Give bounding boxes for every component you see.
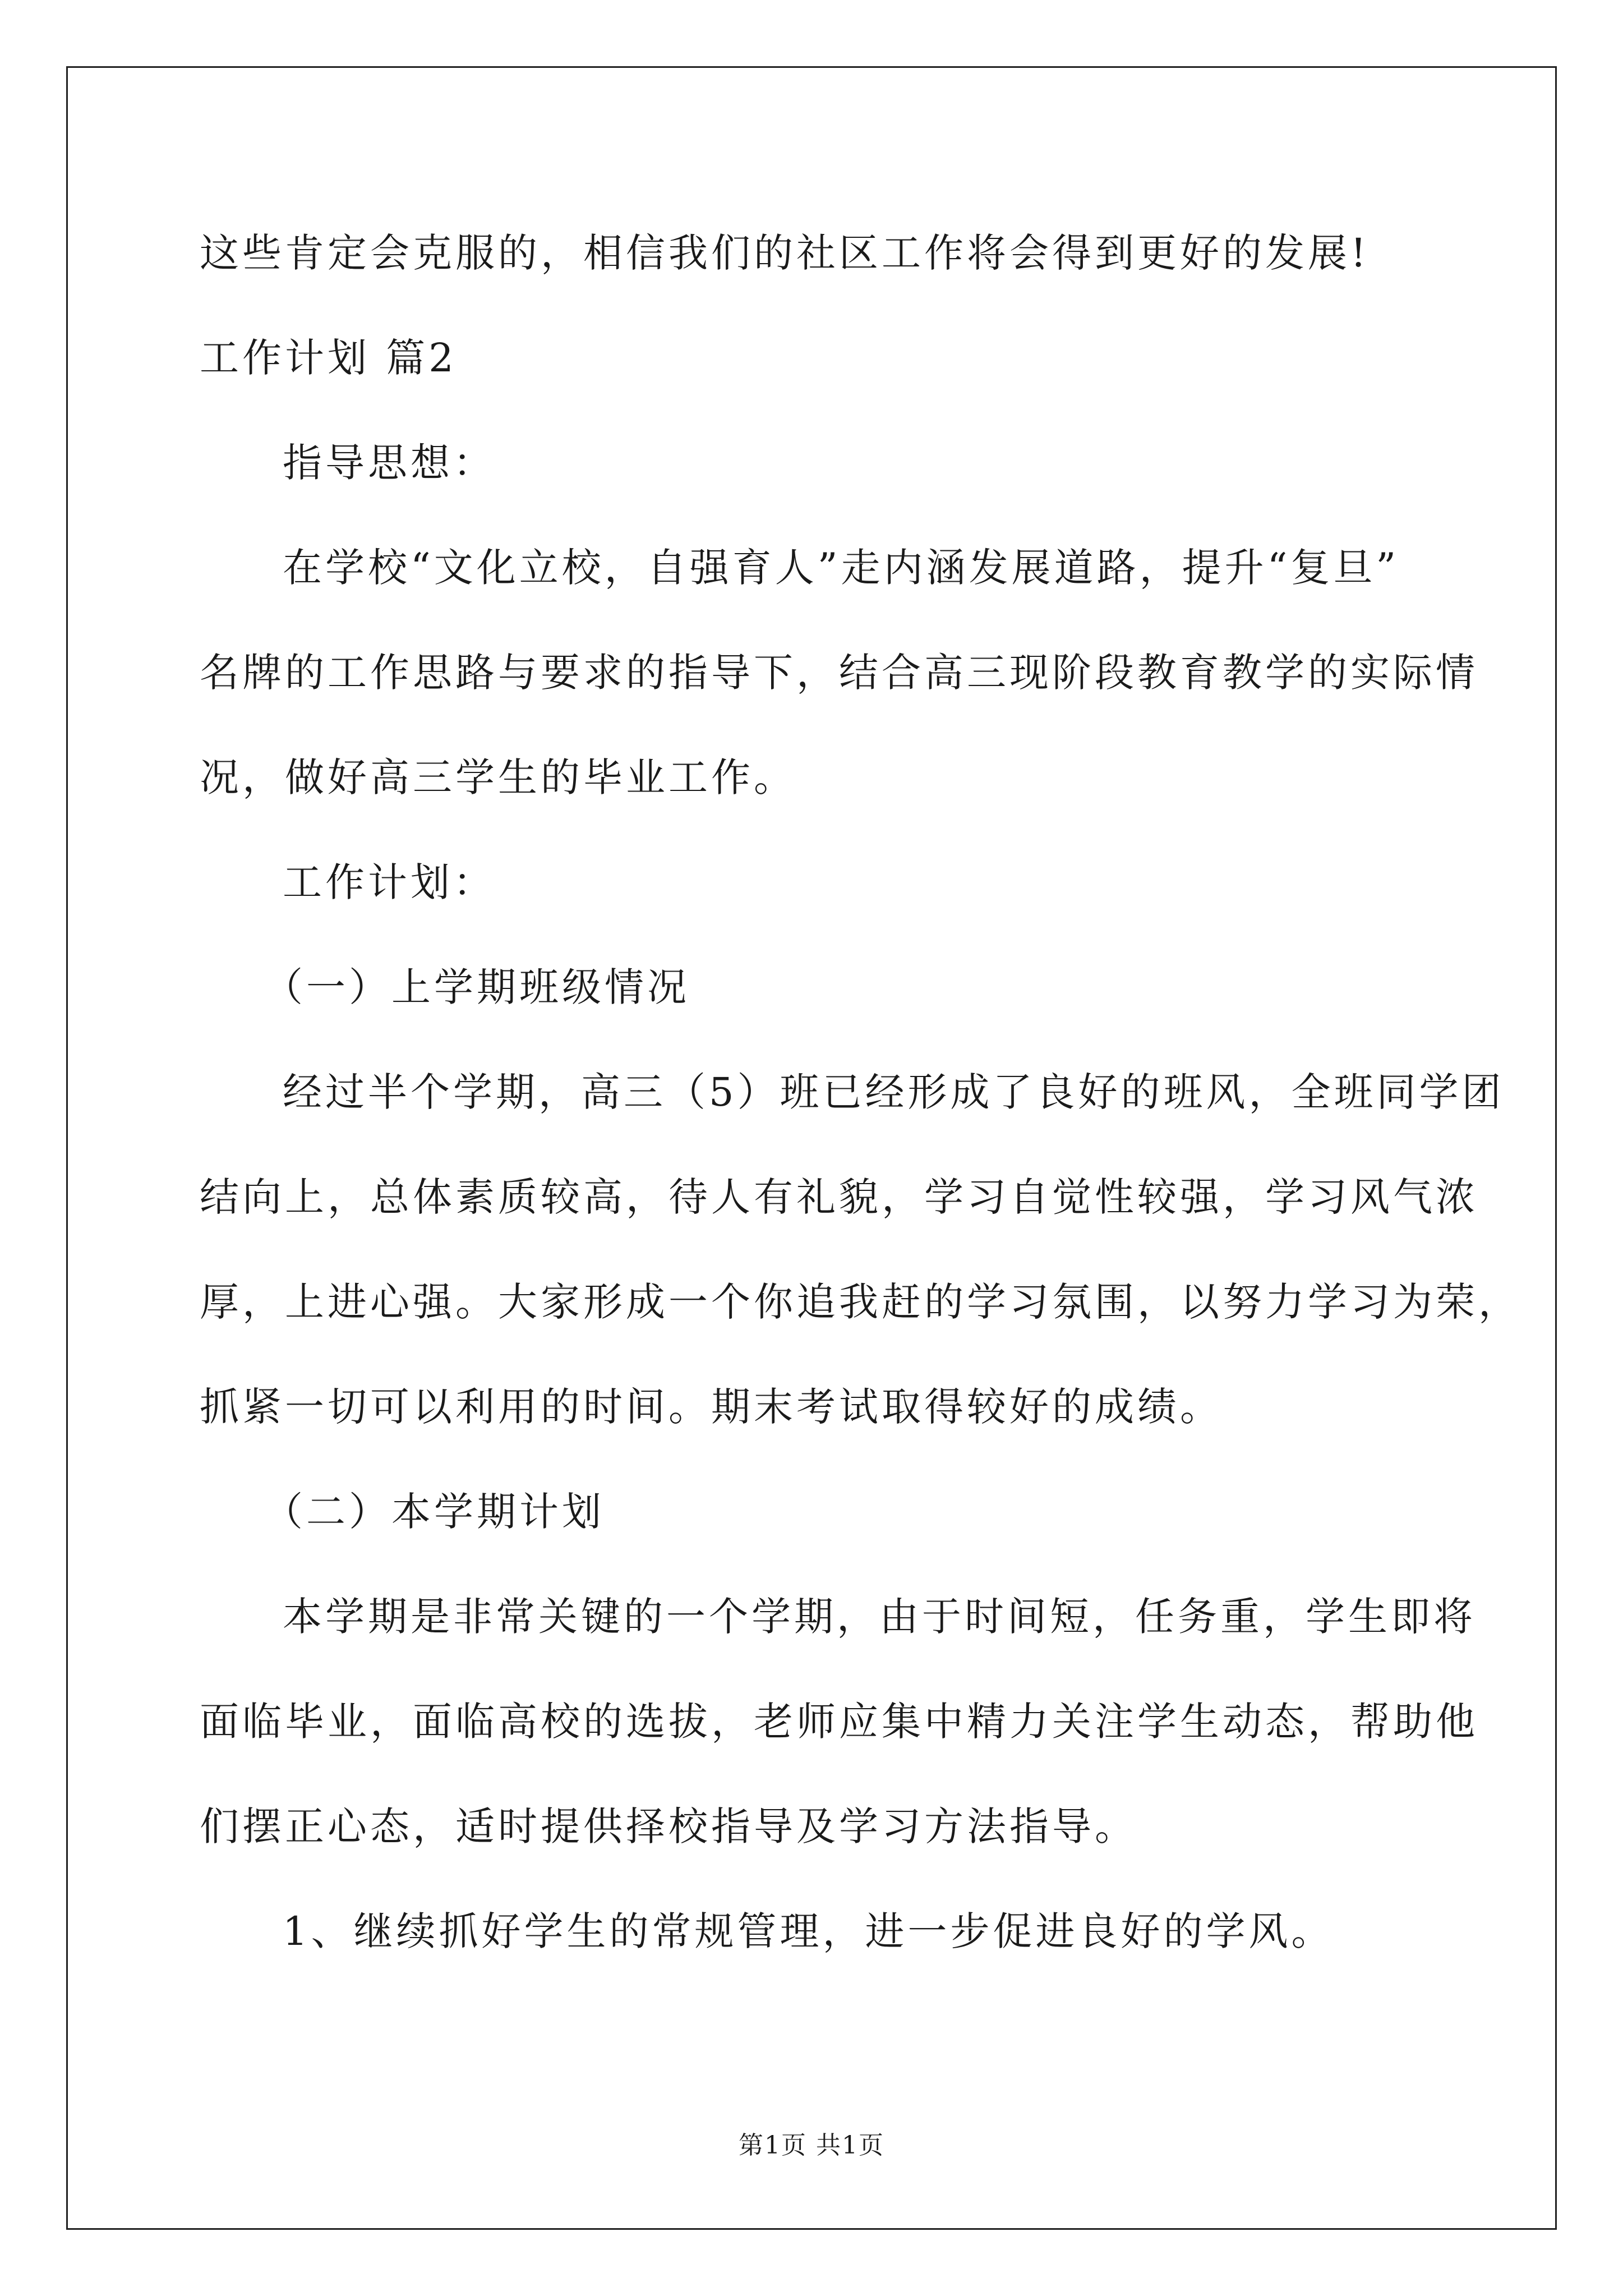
body-line-1: 这些肯定会克服的，相信我们的社区工作将会得到更好的发展! xyxy=(200,230,1370,276)
body-line-last-term-2: 结向上，总体素质较高，待人有礼貌，学习自觉性较强，学习风气浓 xyxy=(200,1174,1478,1220)
body-line-this-term-2: 面临毕业，面临高校的选拔，老师应集中精力关注学生动态，帮助他 xyxy=(200,1699,1478,1745)
body-line-last-term-3: 厚，上进心强。大家形成一个你追我赶的学习氛围，以努力学习为荣， xyxy=(200,1279,1521,1325)
body-line-this-term-1: 本学期是非常关键的一个学期，由于时间短，任务重，学生即将 xyxy=(283,1594,1476,1640)
body-line-last-term-4: 抓紧一切可以利用的时间。期末考试取得较好的成绩。 xyxy=(200,1384,1223,1430)
page-number-footer: 第1页 共1页 xyxy=(739,2131,884,2160)
section-heading: 工作计划 篇2 xyxy=(200,335,457,381)
subheading-this-term: （二）本学期计划 xyxy=(264,1489,605,1535)
subheading-last-term: （一）上学期班级情况 xyxy=(264,964,690,1010)
subheading-guiding-thought: 指导思想： xyxy=(283,440,496,486)
body-line-last-term-1: 经过半个学期，高三（5）班已经形成了良好的班风，全班同学团 xyxy=(283,1069,1505,1115)
body-line-guiding-2: 名牌的工作思路与要求的指导下，结合高三现阶段教育教学的实际情 xyxy=(200,650,1478,696)
subheading-work-plan: 工作计划： xyxy=(283,859,496,905)
body-line-guiding-3: 况，做好高三学生的毕业工作。 xyxy=(200,754,796,800)
list-item-1: 1、继续抓好学生的常规管理，进一步促进良好的学风。 xyxy=(283,1908,1334,1954)
body-line-this-term-3: 们摆正心态，适时提供择校指导及学习方法指导。 xyxy=(200,1803,1137,1849)
body-line-guiding-1: 在学校“文化立校，自强育人”走内涵发展道路，提升“复旦” xyxy=(283,545,1400,591)
page-border xyxy=(66,66,1557,2230)
